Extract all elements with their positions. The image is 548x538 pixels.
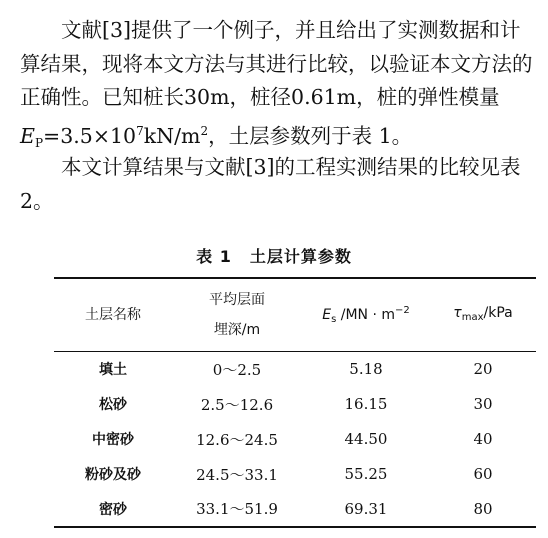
header-tau-unit: /kPa [483,304,513,321]
cell-layer-name: 中密砂 [92,432,134,448]
modulus-exponent: 7 [136,123,144,138]
header-tau-subscript: max [461,311,484,323]
cell-layer-name: 粉砂及砂 [85,467,141,483]
cell-depth: 12.6～24.5 [196,430,278,449]
modulus-unit: kN/m [143,123,201,148]
header-es-symbol: E [322,306,332,323]
table-caption-text: 土层计算参数 [249,247,352,266]
cell-tau: 30 [473,395,493,413]
paragraph-intro [20,14,536,160]
header-depth-line1: 平均层面 [209,292,265,308]
cell-layer-name: 填土 [99,362,127,379]
modulus-symbol: E [20,123,35,148]
cell-es: 16.15 [344,395,388,413]
cell-es: 55.25 [344,465,388,483]
table-caption [0,244,548,267]
table-caption-number: 表 1 [196,247,232,266]
cell-es: 44.50 [344,430,388,448]
cell-tau: 20 [473,360,493,379]
soil-parameter-table [54,277,536,528]
paragraph-intro-text-a: 文献[3]提供了一个例子，并且给出了实测数据和计算结果，现将本文方法与其进行比较，以验证本文方法的正确性。已知桩长30m，桩径0.61m，桩的弹性模量 [20,18,533,109]
paragraph-intro-text-c: ，土层参数列于表 1。 [208,123,413,148]
paragraph-comparison: 本文计算结果与文献[3]的工程实测结果的比较见表 2。 [20,155,521,213]
modulus-value: =3.5×10 [43,123,137,148]
table-row [54,387,536,422]
cell-layer-name: 密砂 [99,501,127,518]
header-es-unit-exponent: −2 [395,304,410,316]
cell-depth: 0～2.5 [212,360,262,379]
table-row [54,492,536,527]
cell-es: 69.31 [344,499,388,518]
modulus-subscript: P [34,135,44,150]
cell-tau: 40 [473,430,493,448]
header-depth-line2: 埋深/m [213,322,261,338]
cell-es: 5.18 [349,360,383,379]
cell-depth: 33.1～51.9 [196,500,278,518]
header-layer-name: 土层名称 [85,307,141,323]
cell-tau: 80 [473,499,493,518]
cell-depth: 24.5～33.1 [196,465,278,484]
cell-tau: 60 [473,465,493,483]
header-es [302,278,430,352]
table-row [54,457,536,492]
cell-layer-name: 松砂 [99,397,127,413]
header-tau-symbol: τ [453,304,462,321]
header-es-unit: /MN · m [336,306,396,323]
table-row [54,352,536,387]
table-header-row [54,278,536,352]
cell-depth: 2.5～12.6 [200,395,274,414]
modulus-unit-exponent: 2 [200,123,209,138]
table-row [54,422,536,457]
header-es-subscript: s [331,313,337,325]
header-tau [430,278,536,352]
header-depth [172,278,302,352]
